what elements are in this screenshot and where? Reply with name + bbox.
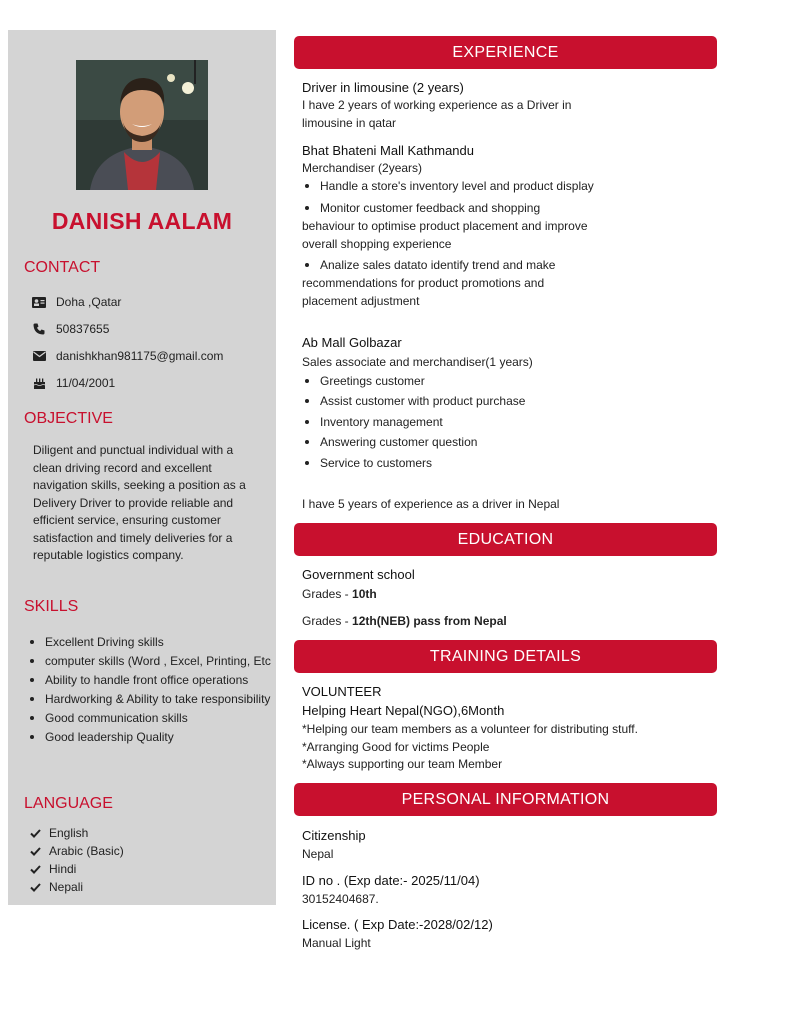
bullet-dot [305, 263, 309, 267]
bullet-dot [30, 716, 34, 720]
training-line: *Arranging Good for victims People [302, 740, 490, 754]
contact-email-text: danishkhan981175@gmail.com [56, 349, 224, 363]
grade-2: Grades - 12th(NEB) pass from Nepal [302, 614, 507, 628]
bullet-dot [305, 440, 309, 444]
skill-item: computer skills (Word , Excel, Printing, Etc [20, 653, 275, 669]
education-heading: EDUCATION [294, 523, 717, 556]
job1-title: Driver in limousine (2 years) [302, 80, 464, 95]
envelope-icon [32, 350, 46, 362]
language-item: English [30, 824, 124, 842]
skill-item: Good leadership Quality [20, 729, 275, 745]
bullet-dot [30, 678, 34, 682]
job3-bullet: Service to customers [302, 456, 432, 470]
job3-bullet: Inventory management [302, 415, 443, 429]
sidebar [8, 30, 276, 905]
language-item: Nepali [30, 878, 124, 896]
profile-photo [76, 60, 208, 190]
skill-item: Good communication skills [20, 710, 275, 726]
language-item: Arabic (Basic) [30, 842, 124, 860]
personal-info-heading: PERSONAL INFORMATION [294, 783, 717, 816]
training-org: Helping Heart Nepal(NGO),6Month [302, 703, 505, 718]
contact-address [32, 295, 121, 309]
job2-bullet-3-line3: placement adjustment [302, 294, 420, 308]
training-line: *Helping our team members as a volunteer for distributing stuff. [302, 722, 638, 736]
job2-bullet-2-line2: behaviour to optimise product placement and improve [302, 219, 588, 233]
check-icon [30, 865, 42, 874]
bullet-dot [305, 379, 309, 383]
citizenship-value: Nepal [302, 847, 334, 861]
training-heading: TRAINING DETAILS [294, 640, 717, 673]
phone-icon [32, 323, 46, 335]
contact-birthdate-text: 11/04/2001 [56, 376, 116, 390]
contact-phone [32, 322, 109, 336]
contact-email [32, 349, 223, 363]
job2-bullet-1: Handle a store's inventory level and product display [302, 179, 594, 193]
job2-role: Merchandiser (2years) [302, 161, 423, 175]
birthday-cake-icon [32, 377, 46, 389]
language-list [30, 824, 124, 896]
school-name: Government school [302, 567, 415, 582]
experience-heading: EXPERIENCE [294, 36, 717, 69]
profile-photo-image [76, 60, 208, 190]
job2-bullet-3: Analize sales datato identify trend and make [302, 258, 555, 272]
job1-desc-line1: I have 2 years of working experience as a Driver in [302, 98, 572, 112]
contact-phone-text: 50837655 [56, 322, 110, 336]
bullet-dot [305, 420, 309, 424]
skill-item: Excellent Driving skills [20, 634, 275, 650]
job3-bullet: Assist customer with product purchase [302, 394, 525, 408]
job2-bullet-2-line3: overall shopping experience [302, 237, 452, 251]
skill-item: Ability to handle front office operations [20, 672, 275, 688]
bullet-dot [305, 184, 309, 188]
objective-text: Diligent and punctual individual with a clean driving record and excellent navigation skills, seeking a position as a Delivery Driver to provide reliable and efficient service, ensuring customer satisfaction and timely deliveries for a reputable logistics company. [33, 443, 246, 562]
objective-heading: OBJECTIVE [24, 410, 113, 427]
job1-desc-line2: limousine in qatar [302, 116, 397, 130]
candidate-name: DANISH AALAM [51, 208, 233, 234]
check-icon [30, 883, 42, 892]
skills-heading: SKILLS [24, 598, 79, 615]
bullet-dot [305, 206, 309, 210]
job3-role: Sales associate and merchandiser(1 years) [302, 355, 533, 369]
language-item: Hindi [30, 860, 124, 878]
job2-bullet-2: Monitor customer feedback and shopping [302, 201, 540, 215]
license-label: License. ( Exp Date:-2028/02/12) [302, 917, 493, 932]
address-card-icon [32, 296, 46, 308]
job3-bullet: Answering customer question [302, 435, 477, 449]
check-icon [30, 829, 42, 838]
citizenship-label: Citizenship [302, 828, 366, 843]
bullet-dot [305, 461, 309, 465]
nepal-experience-note: I have 5 years of experience as a driver in Nepal [302, 497, 560, 511]
grade-1: Grades - 10th [302, 587, 377, 601]
job2-title: Bhat Bhateni Mall Kathmandu [302, 143, 474, 158]
skills-list [20, 634, 275, 748]
job3-bullet: Greetings customer [302, 374, 425, 388]
check-icon [30, 847, 42, 856]
bullet-dot [30, 640, 34, 644]
bullet-dot [30, 735, 34, 739]
language-heading: LANGUAGE [24, 795, 113, 812]
id-label: ID no . (Exp date:- 2025/11/04) [302, 873, 480, 888]
bullet-dot [30, 659, 34, 663]
contact-address-text: Doha ,Qatar [56, 295, 122, 309]
training-line: *Always supporting our team Member [302, 757, 503, 771]
id-value: 30152404687. [302, 892, 379, 906]
job3-title: Ab Mall Golbazar [302, 335, 402, 350]
contact-birthdate [32, 376, 115, 390]
job2-bullet-3-line2: recommendations for product promotions and [302, 276, 545, 290]
bullet-dot [30, 697, 34, 701]
training-type: VOLUNTEER [302, 684, 382, 699]
bullet-dot [305, 399, 309, 403]
contact-heading: CONTACT [24, 259, 101, 276]
license-value: Manual Light [302, 936, 371, 950]
skill-item: Hardworking & Ability to take responsibility [20, 691, 275, 707]
